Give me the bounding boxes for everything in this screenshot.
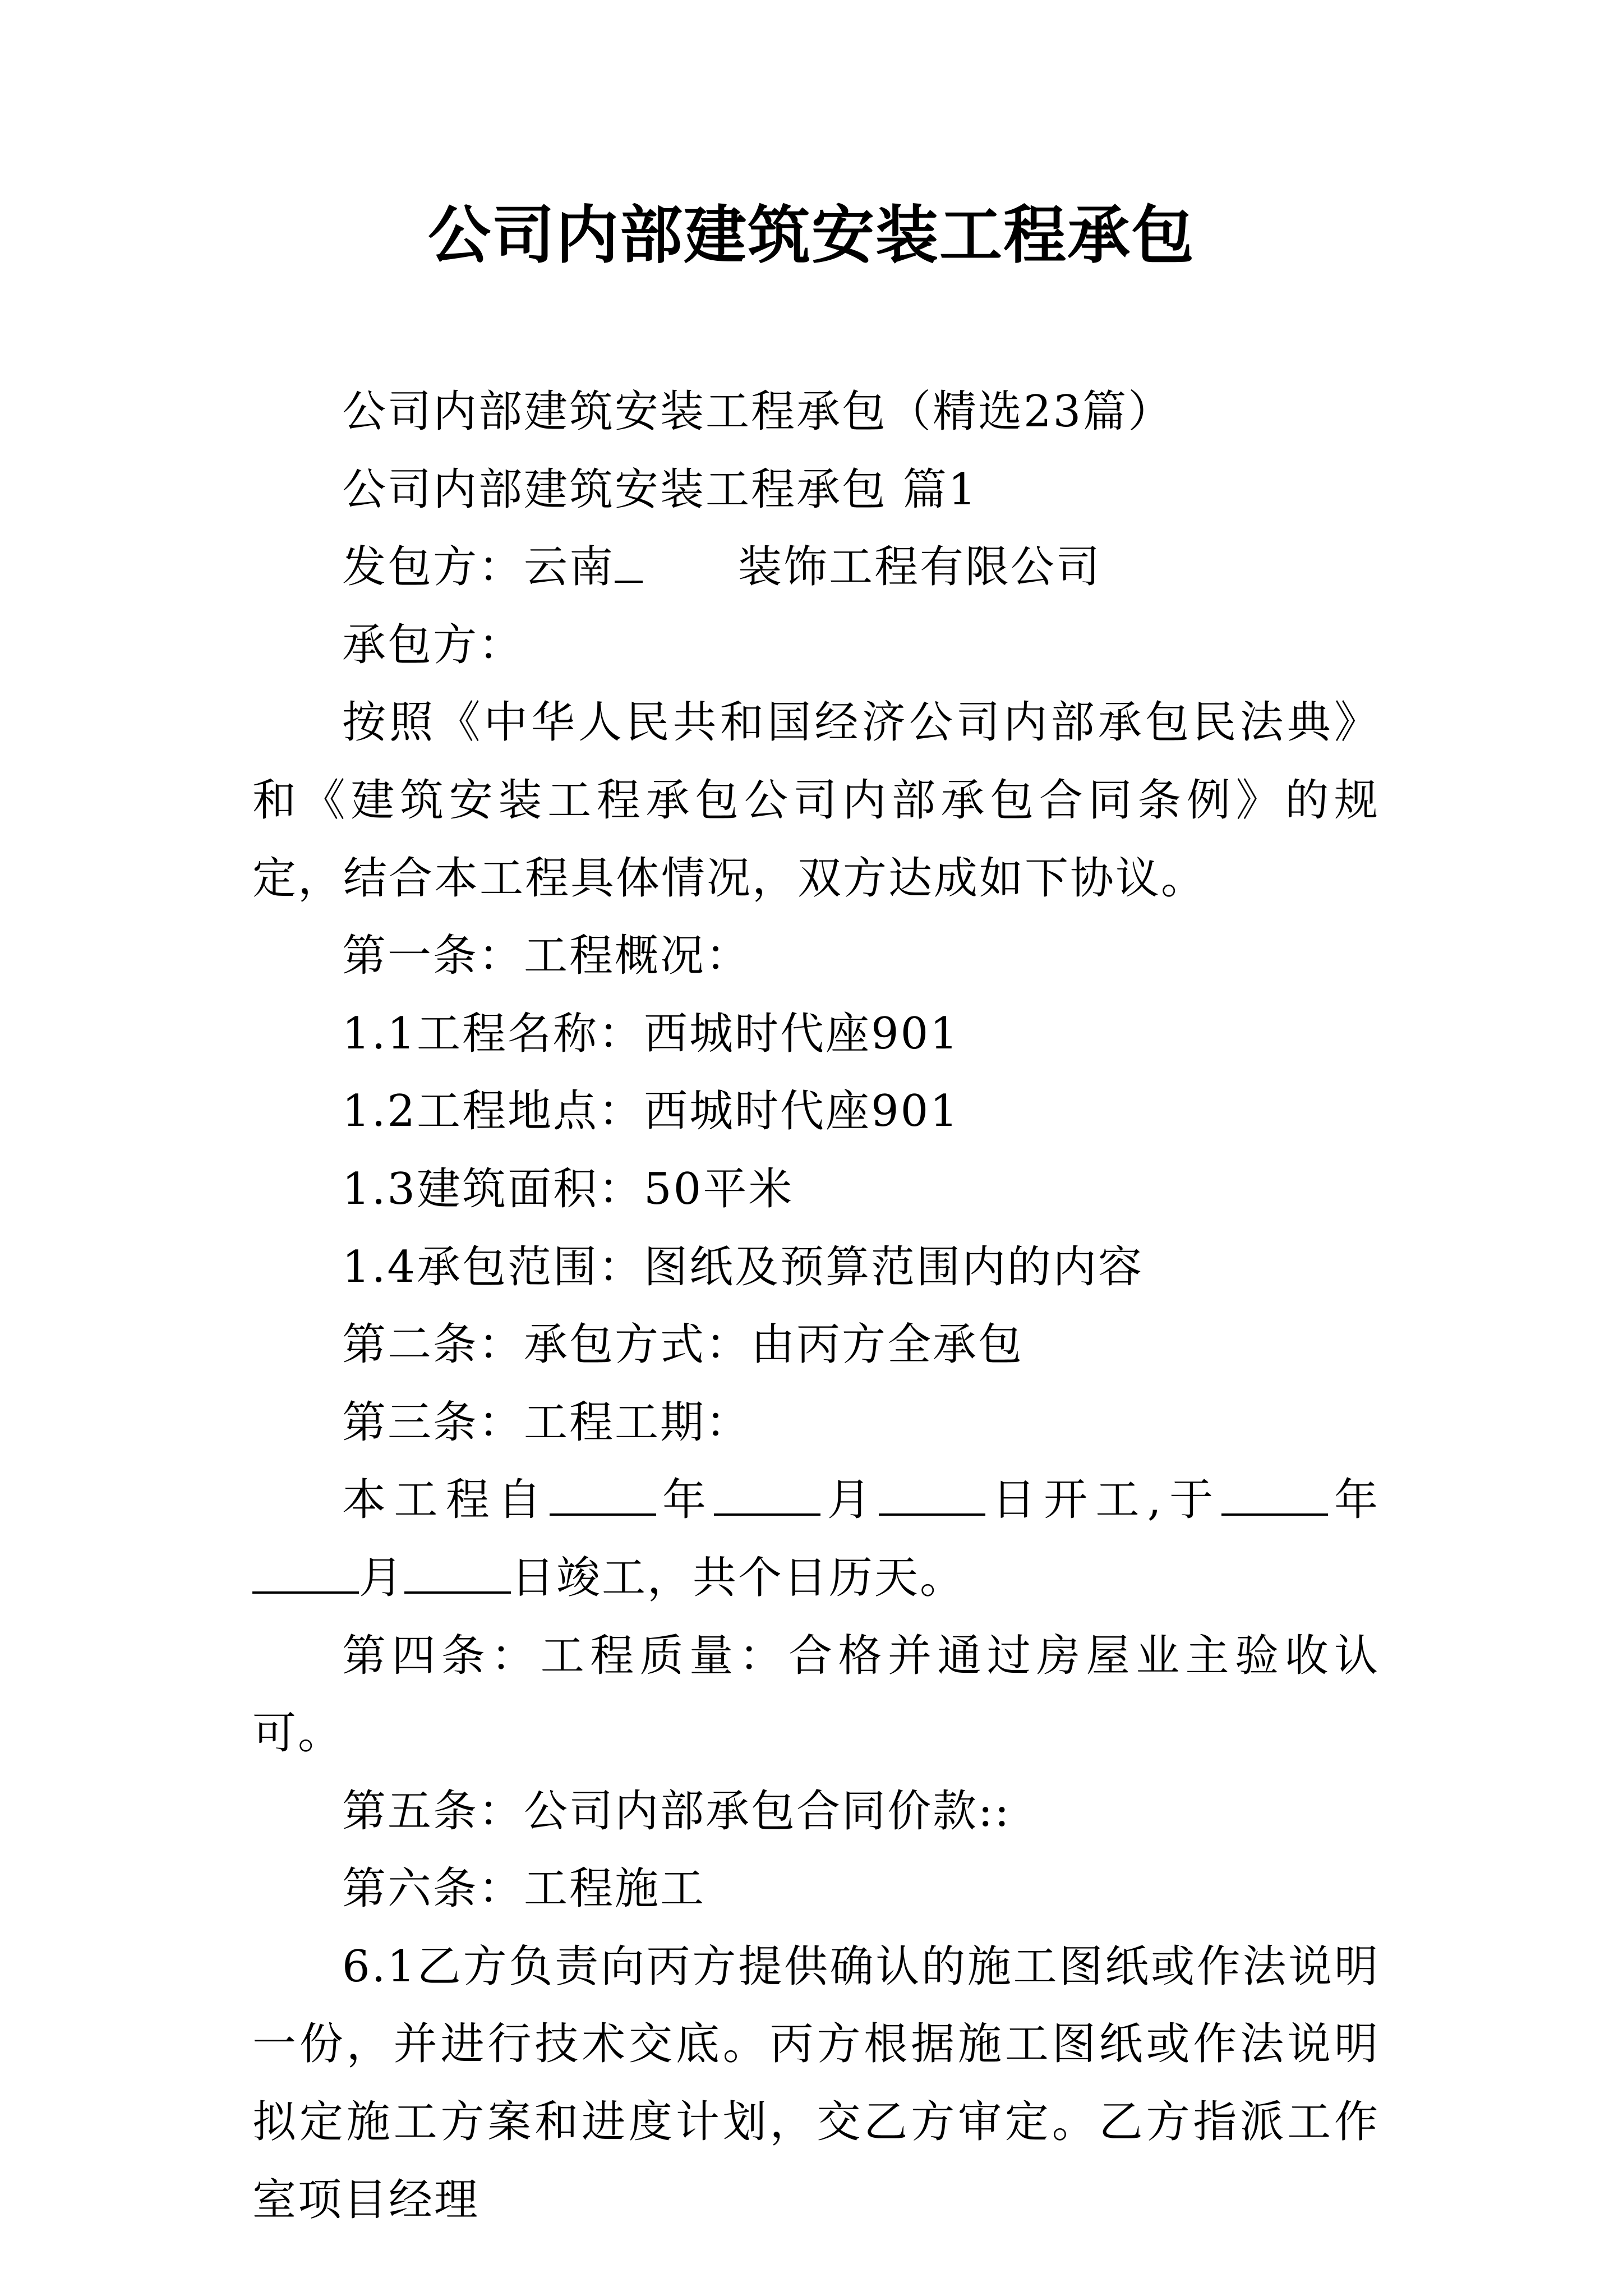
end-year-blank [1221, 1474, 1328, 1516]
end-month-blank [252, 1552, 359, 1594]
schedule-suffix: 日竣工，共个日历天。 [511, 1552, 966, 1603]
party-b-line: 承包方： [342, 619, 524, 670]
party-a-blank [615, 541, 643, 583]
item-1-4: 1.4承包范围：图纸及预算范围内的内容 [342, 1241, 1144, 1292]
schedule-month-1: 月 [820, 1475, 879, 1526]
start-year-blank [550, 1474, 656, 1516]
schedule-year-2: 年 [1327, 1475, 1380, 1526]
article-3-heading: 第三条：工程工期： [342, 1397, 751, 1448]
schedule-day-1: 日开工,于 [985, 1475, 1221, 1526]
document-title: 公司内部建筑安装工程承包 [428, 199, 1195, 272]
article-1-heading: 第一条：工程概况： [342, 931, 751, 982]
start-day-blank [879, 1474, 985, 1516]
start-month-blank [714, 1474, 820, 1516]
subtitle-paragraph: 公司内部建筑安装工程承包（精选23篇） [342, 386, 1174, 437]
item-6-1: 6.1乙方负责向丙方提供确认的施工图纸或作法说明一份，并进行技术交底。丙方根据施工图纸或作法说明拟定施工方案和进度计划，交乙方审定。乙方指派工作室项目经理 [252, 1941, 1380, 2225]
item-1-2: 1.2工程地点：西城时代座901 [342, 1086, 960, 1137]
preamble-paragraph: 按照《中华人民共和国经济公司内部承包民法典》和《建筑安装工程承包公司内部承包合同条例》的规定，结合本工程具体情况，双方达成如下协议。 [252, 697, 1380, 904]
item-1-1: 1.1工程名称：西城时代座901 [342, 1008, 960, 1059]
party-a-label: 发包方：云南 [342, 542, 615, 593]
section-heading: 公司内部建筑安装工程承包 篇1 [342, 464, 978, 515]
article-5: 第五条：公司内部承包合同价款:: [342, 1786, 1011, 1837]
article-4: 第四条：工程质量：合格并通过房屋业主验收认可。 [252, 1630, 1380, 1759]
schedule-prefix: 本工程自 [342, 1475, 550, 1526]
article-2: 第二条：承包方式：由丙方全承包 [342, 1319, 1024, 1370]
schedule-month-2: 月 [359, 1552, 405, 1603]
document-body [252, 373, 1380, 2239]
item-1-3: 1.3建筑面积：50平米 [342, 1163, 794, 1214]
party-a-name: 装饰工程有限公司 [738, 542, 1102, 593]
schedule-paragraph [252, 1461, 1380, 1617]
end-day-blank [404, 1552, 511, 1594]
article-6-heading: 第六条：工程施工 [342, 1864, 706, 1915]
schedule-year-1: 年 [656, 1475, 714, 1526]
party-a-line [252, 528, 1380, 606]
